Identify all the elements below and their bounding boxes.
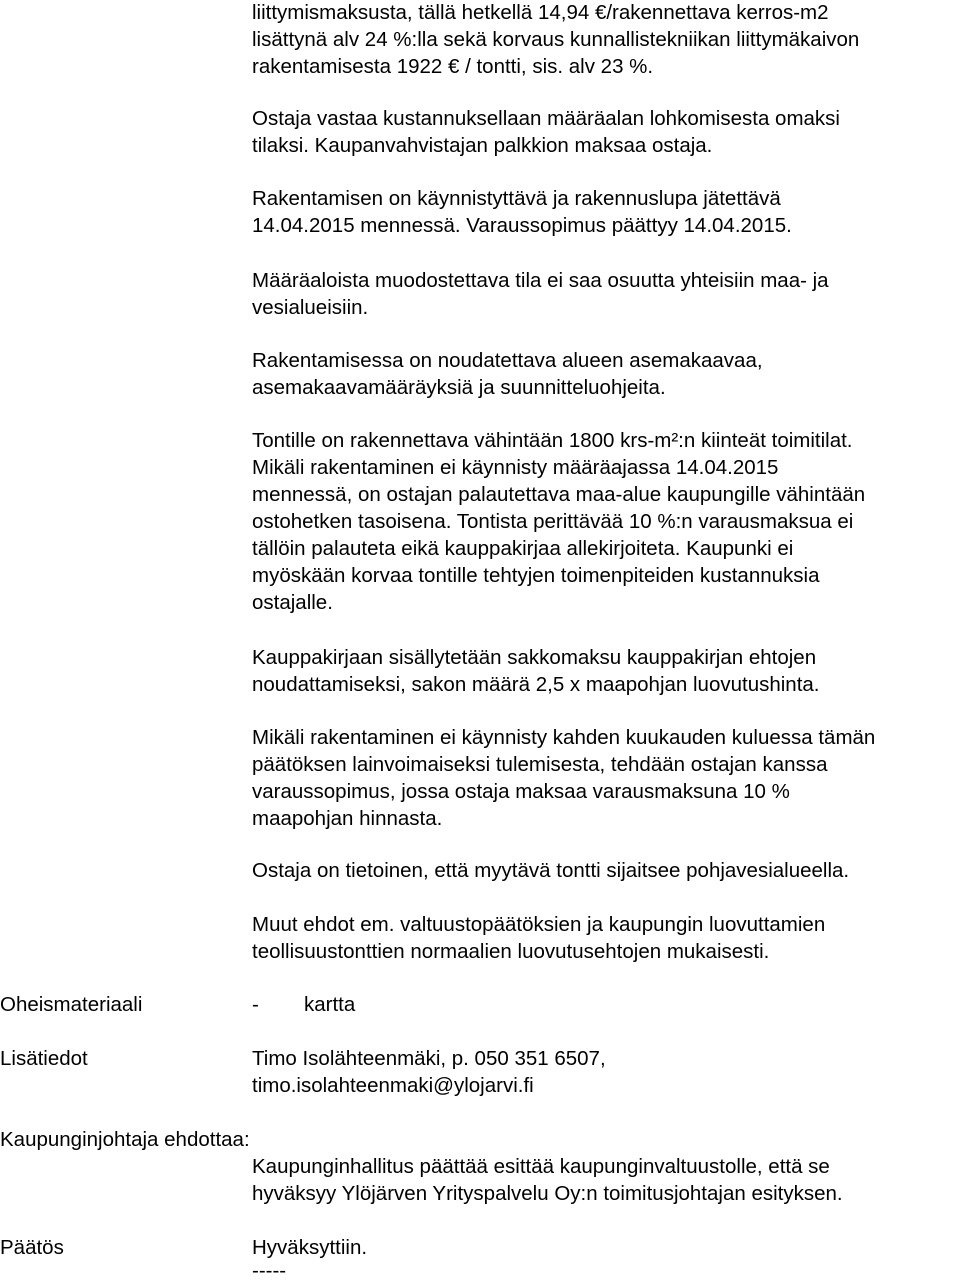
body-line: Rakentamisen on käynnistyttävä ja rakennuslupa jätettävä (252, 187, 781, 210)
decision-value: Hyväksyttiin. (252, 1236, 368, 1259)
body-line: 14.04.2015 mennessä. Varaussopimus päättyy 14.04.2015. (252, 214, 792, 237)
body-line: Muut ehdot em. valtuustopäätöksien ja kaupungin luovuttamien (252, 913, 826, 936)
body-line: teollisuustonttien normaalien luovutusehtojen mukaisesti. (252, 940, 770, 963)
attachments-label: Oheismateriaali (0, 993, 143, 1016)
body-line: liittymismaksusta, tällä hetkellä 14,94 €/rakennettava kerros-m2 (252, 1, 829, 24)
body-line: varaussopimus, jossa ostaja maksaa varausmaksuna 10 % (252, 780, 790, 803)
proposal-line: hyväksyy Ylöjärven Yrityspalvelu Oy:n toimitusjohtajan esityksen. (252, 1182, 843, 1205)
body-line: Mikäli rakentaminen ei käynnisty kahden kuukauden kuluessa tämän (252, 726, 876, 749)
body-line: Määräaloista muodostettava tila ei saa osuutta yhteisiin maa- ja (252, 269, 829, 292)
body-line: myöskään korvaa tontille tehtyjen toimenpiteiden kustannuksia (252, 564, 820, 587)
body-line: Ostaja on tietoinen, että myytävä tontti sijaitsee pohjavesialueella. (252, 859, 850, 882)
body-line: ostajalle. (252, 591, 333, 614)
body-line: maapohjan hinnasta. (252, 807, 443, 830)
body-line: Tontille on rakennettava vähintään 1800 krs-m²:n kiinteät toimitilat. (252, 429, 853, 452)
body-line: ostohetken tasoisena. Tontista perittävää 10 %:n varausmaksua ei (252, 510, 854, 533)
body-line: lisättynä alv 24 %:lla sekä korvaus kunnallistekniikan liittymäkaivon (252, 28, 860, 51)
body-line: päätöksen lainvoimaiseksi tulemisesta, tehdään ostajan kanssa (252, 753, 828, 776)
decision-label: Päätös (0, 1236, 64, 1259)
attachments-value: kartta (304, 993, 356, 1016)
body-line: rakentamisesta 1922 € / tontti, sis. alv 23 %. (252, 55, 654, 78)
body-line: vesialueisiin. (252, 296, 369, 319)
body-line: noudattamiseksi, sakon määrä 2,5 x maapohjan luovutushinta. (252, 673, 820, 696)
body-line: mennessä, on ostajan palautettava maa-alue kaupungille vähintään (252, 483, 866, 506)
body-line: asemakaavamääräyksiä ja suunnitteluohjeita. (252, 376, 666, 399)
attachments-dash: - (252, 993, 259, 1016)
body-line: tällöin palauteta eikä kauppakirjaa allekirjoiteta. Kaupunki ei (252, 537, 794, 560)
contact-label: Lisätiedot (0, 1047, 88, 1070)
proposal-label: Kaupunginjohtaja ehdottaa: (0, 1128, 250, 1151)
contact-name-phone: Timo Isolähteenmäki, p. 050 351 6507, (252, 1047, 606, 1070)
body-line: tilaksi. Kaupanvahvistajan palkkion maksaa ostaja. (252, 134, 713, 157)
body-line: Mikäli rakentaminen ei käynnisty määräajassa 14.04.2015 (252, 456, 779, 479)
body-line: Ostaja vastaa kustannuksellaan määräalan lohkomisesta omaksi (252, 107, 840, 130)
contact-email: timo.isolahteenmaki@ylojarvi.fi (252, 1074, 534, 1097)
proposal-line: Kaupunginhallitus päättää esittää kaupunginvaltuustolle, että se (252, 1155, 830, 1178)
body-line: Kauppakirjaan sisällytetään sakkomaksu kauppakirjan ehtojen (252, 646, 817, 669)
body-line: Rakentamisessa on noudatettava alueen asemakaavaa, (252, 349, 763, 372)
decision-separator: ----- (252, 1259, 287, 1282)
